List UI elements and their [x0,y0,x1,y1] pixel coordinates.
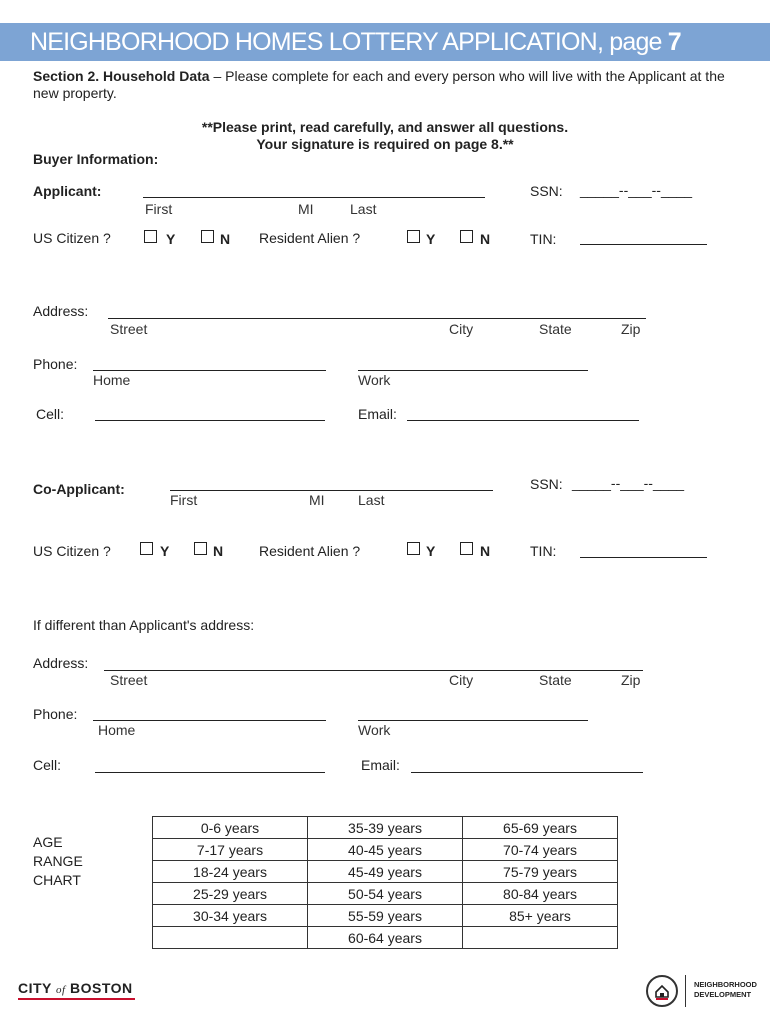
street-caption: Street [110,672,148,688]
tin-label: TIN: [530,543,557,559]
age-chart-cell: 30-34 years [153,905,308,927]
age-chart-row [153,883,618,905]
mi-caption: MI [298,201,314,217]
ssn-label: SSN: [530,183,563,199]
first-name-caption: First [145,201,173,217]
yes-label: Y [426,231,436,247]
co-resident-alien-yes-checkbox[interactable] [407,542,420,555]
us-citizen-yes-checkbox[interactable] [144,230,157,243]
age-chart-cell: 40-45 years [308,839,463,861]
city-of-boston-logo: CITY of BOSTON [18,980,133,996]
age-chart-cell: 70-74 years [463,839,618,861]
age-chart-cell: 25-29 years [153,883,308,905]
city-caption: City [449,321,474,337]
age-chart-cell: 60-64 years [308,927,463,949]
co-applicant-home-phone-field[interactable] [93,720,326,721]
co-resident-alien-no-checkbox[interactable] [460,542,473,555]
email-label: Email: [361,757,400,773]
co-applicant-label: Co-Applicant: [33,481,125,497]
section-label: Section 2. Household Data [33,68,210,84]
zip-caption: Zip [621,672,641,688]
age-chart-cell: 65-69 years [463,817,618,839]
applicant-name-field[interactable] [143,197,485,198]
resident-alien-label: Resident Alien ? [259,230,361,246]
phone-label: Phone: [33,706,78,722]
age-chart-cell: 7-17 years [153,839,308,861]
yes-label: Y [160,543,170,559]
footer-divider [685,975,686,1007]
co-applicant-ssn-field[interactable]: _____--___--____ [572,475,685,491]
applicant-cell-field[interactable] [95,420,325,421]
co-us-citizen-no-checkbox[interactable] [194,542,207,555]
email-label: Email: [358,406,397,422]
section-intro [33,68,753,102]
notice-line-1: **Please print, read carefully, and answer all questions. [201,119,569,135]
age-range-chart [152,816,618,949]
age-chart-cell: 0-6 years [153,817,308,839]
applicant-home-phone-field[interactable] [93,370,326,371]
age-chart-cell: 50-54 years [308,883,463,905]
resident-alien-no-checkbox[interactable] [460,230,473,243]
buyer-info-heading: Buyer Information: [33,151,159,167]
city-caption: City [449,672,474,688]
first-name-caption: First [170,492,198,508]
age-chart-row [153,839,618,861]
ssn-label: SSN: [530,476,563,492]
age-chart-row [153,927,618,949]
age-chart-cell: 45-49 years [308,861,463,883]
age-chart-row [153,817,618,839]
age-chart-cell [153,927,308,949]
co-applicant-address-field[interactable] [104,670,643,671]
age-chart-cell: 55-59 years [308,905,463,927]
address-label: Address: [33,303,89,319]
state-caption: State [539,321,572,337]
age-chart-cell: 85+ years [463,905,618,927]
age-chart-row [153,861,618,883]
us-citizen-no-checkbox[interactable] [201,230,214,243]
resident-alien-label: Resident Alien ? [259,543,361,559]
applicant-address-field[interactable] [108,318,646,319]
tin-label: TIN: [530,231,557,247]
no-label: N [213,543,224,559]
no-label: N [480,543,491,559]
applicant-label: Applicant: [33,183,102,199]
logo-underline [18,998,135,1000]
zip-caption: Zip [621,321,641,337]
age-chart-cell: 18-24 years [153,861,308,883]
co-applicant-tin-field[interactable] [580,557,707,558]
resident-alien-yes-checkbox[interactable] [407,230,420,243]
yes-label: Y [426,543,436,559]
cell-label: Cell: [36,406,65,422]
co-applicant-email-field[interactable] [411,772,643,773]
page-number: 7 [667,28,681,56]
age-chart-title: AGE RANGE CHART [33,834,83,888]
if-different-note: If different than Applicant's address: [33,617,255,633]
age-chart-row [153,905,618,927]
state-caption: State [539,672,572,688]
cell-label: Cell: [33,757,62,773]
age-chart-cell: 80-84 years [463,883,618,905]
age-chart-cell: 75-79 years [463,861,618,883]
neighborhood-development-seal-icon [646,975,678,1007]
us-citizen-label: US Citizen ? [33,230,111,246]
applicant-tin-field[interactable] [580,244,707,245]
phone-label: Phone: [33,356,78,372]
no-label: N [220,231,231,247]
co-applicant-name-field[interactable] [170,490,493,491]
age-chart-cell [463,927,618,949]
mi-caption: MI [309,492,325,508]
co-applicant-work-phone-field[interactable] [358,720,588,721]
age-chart-cell: 35-39 years [308,817,463,839]
work-caption: Work [358,372,391,388]
work-caption: Work [358,722,391,738]
street-caption: Street [110,321,148,337]
page-title: NEIGHBORHOOD HOMES LOTTERY APPLICATION, page 7 [30,28,681,56]
co-applicant-cell-field[interactable] [95,772,325,773]
address-label: Address: [33,655,89,671]
neighborhood-development-logo: NEIGHBORHOOD DEVELOPMENT [694,980,757,999]
us-citizen-label: US Citizen ? [33,543,111,559]
applicant-ssn-field[interactable]: _____--___--____ [580,182,693,198]
yes-label: Y [166,231,176,247]
applicant-email-field[interactable] [407,420,639,421]
co-us-citizen-yes-checkbox[interactable] [140,542,153,555]
home-caption: Home [98,722,136,738]
no-label: N [480,231,491,247]
home-caption: Home [93,372,131,388]
last-name-caption: Last [358,492,385,508]
last-name-caption: Last [350,201,377,217]
applicant-work-phone-field[interactable] [358,370,588,371]
section-text: – Please complete for each and every person who will live with the Applicant at the new property. [33,68,725,101]
notice-line-2: Your signature is required on page 8.** [256,136,514,152]
